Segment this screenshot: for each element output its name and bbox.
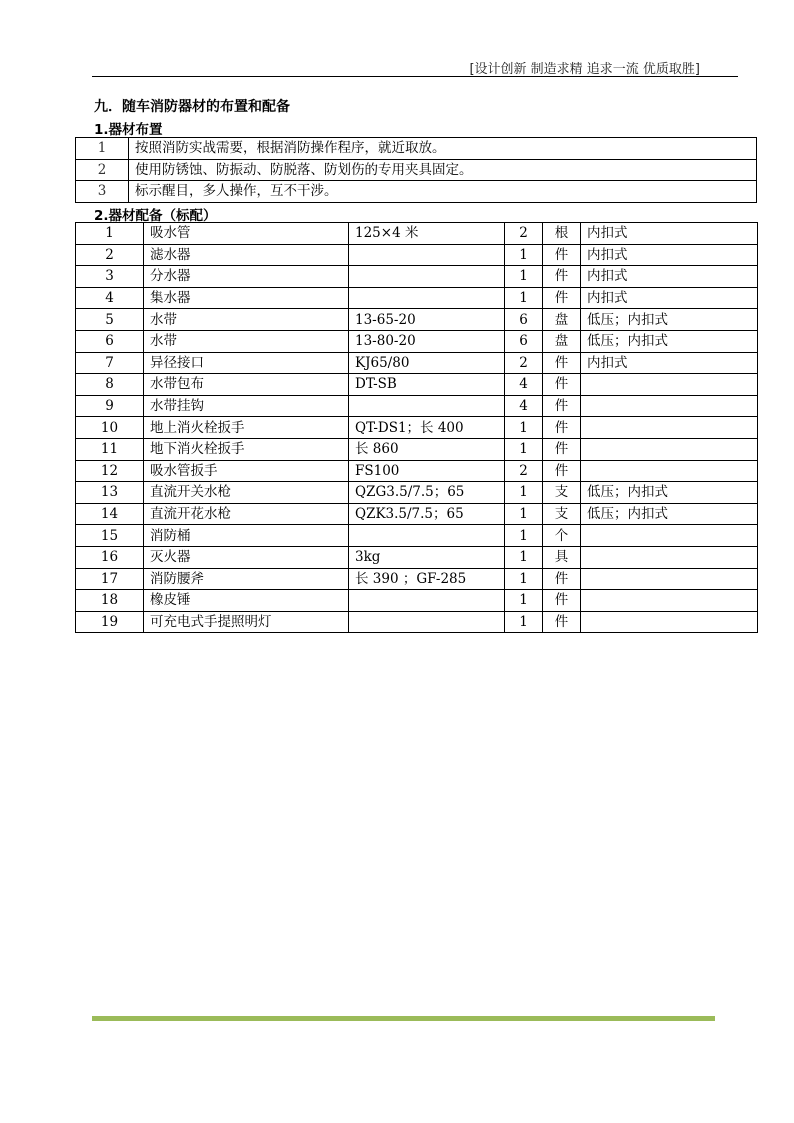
equipment-no: 11	[76, 438, 144, 460]
equipment-unit: 件	[543, 374, 581, 396]
equipment-qty: 4	[505, 395, 543, 417]
equipment-note	[581, 568, 758, 590]
equipment-row	[76, 525, 758, 547]
equipment-qty: 2	[505, 352, 543, 374]
equipment-qty: 1	[505, 417, 543, 439]
equipment-unit: 件	[543, 611, 581, 633]
layout-row-text: 标示醒目，多人操作，互不干涉。	[129, 181, 757, 203]
equipment-no: 6	[76, 330, 144, 352]
layout-row-index: 1	[76, 138, 129, 160]
equipment-spec	[349, 244, 505, 266]
equipment-spec: 125×4 米	[349, 223, 505, 245]
equipment-row	[76, 546, 758, 568]
equipment-spec: DT-SB	[349, 374, 505, 396]
equipment-row	[76, 330, 758, 352]
equipment-row	[76, 438, 758, 460]
equipment-qty: 1	[505, 266, 543, 288]
equipment-qty: 2	[505, 223, 543, 245]
section-title: 九．随车消防器材的布置和配备	[94, 99, 290, 115]
equipment-row	[76, 287, 758, 309]
equipment-spec	[349, 525, 505, 547]
equipment-unit: 根	[543, 223, 581, 245]
equipment-qty: 1	[505, 287, 543, 309]
equipment-no: 8	[76, 374, 144, 396]
header-divider	[92, 76, 738, 77]
equipment-row	[76, 417, 758, 439]
equipment-row	[76, 244, 758, 266]
equipment-qty: 1	[505, 525, 543, 547]
equipment-unit: 盘	[543, 330, 581, 352]
equipment-unit: 件	[543, 568, 581, 590]
equipment-note	[581, 374, 758, 396]
equipment-note: 内扣式	[581, 244, 758, 266]
equipment-name: 可充电式手提照明灯	[144, 611, 349, 633]
equipment-unit: 盘	[543, 309, 581, 331]
equipment-spec: 13-80-20	[349, 330, 505, 352]
equipment-note	[581, 438, 758, 460]
equipment-note: 内扣式	[581, 266, 758, 288]
layout-row-text: 使用防锈蚀、防振动、防脱落、防划伤的专用夹具固定。	[129, 159, 757, 181]
layout-row	[76, 159, 757, 181]
equipment-note: 内扣式	[581, 287, 758, 309]
equipment-name: 水带	[144, 330, 349, 352]
equipment-spec	[349, 590, 505, 612]
layout-row-index: 3	[76, 181, 129, 203]
equipment-no: 15	[76, 525, 144, 547]
equipment-spec: 长 860	[349, 438, 505, 460]
equipment-note	[581, 546, 758, 568]
equipment-row	[76, 460, 758, 482]
equipment-name: 水带挂钩	[144, 395, 349, 417]
equipment-name: 吸水管	[144, 223, 349, 245]
equipment-spec: 3kg	[349, 546, 505, 568]
layout-table	[75, 137, 757, 203]
header-slogan: [设计创新 制造求精 追求一流 优质取胜]	[469, 62, 700, 77]
equipment-no: 16	[76, 546, 144, 568]
equipment-name: 集水器	[144, 287, 349, 309]
equipment-spec: FS100	[349, 460, 505, 482]
footer-bar	[92, 1016, 715, 1021]
equipment-name: 水带包布	[144, 374, 349, 396]
equipment-no: 19	[76, 611, 144, 633]
equipment-row	[76, 611, 758, 633]
equipment-spec	[349, 266, 505, 288]
equipment-unit: 件	[543, 352, 581, 374]
equipment-qty: 2	[505, 460, 543, 482]
equipment-unit: 件	[543, 438, 581, 460]
equipment-unit: 件	[543, 590, 581, 612]
equipment-table	[75, 222, 758, 633]
equipment-unit: 支	[543, 503, 581, 525]
equipment-no: 9	[76, 395, 144, 417]
equipment-name: 消防桶	[144, 525, 349, 547]
equipment-spec: 13-65-20	[349, 309, 505, 331]
equipment-unit: 个	[543, 525, 581, 547]
equipment-no: 17	[76, 568, 144, 590]
equipment-qty: 1	[505, 590, 543, 612]
equipment-spec: KJ65/80	[349, 352, 505, 374]
equipment-no: 2	[76, 244, 144, 266]
layout-subtitle: 1.器材布置	[94, 122, 163, 138]
equipment-name: 吸水管扳手	[144, 460, 349, 482]
equipment-note: 内扣式	[581, 352, 758, 374]
equipment-no: 4	[76, 287, 144, 309]
equipment-row	[76, 568, 758, 590]
equipment-name: 橡皮锤	[144, 590, 349, 612]
equipment-row	[76, 590, 758, 612]
equipment-unit: 件	[543, 266, 581, 288]
equipment-qty: 1	[505, 568, 543, 590]
equipment-name: 直流开关水枪	[144, 482, 349, 504]
equipment-name: 滤水器	[144, 244, 349, 266]
equipment-no: 18	[76, 590, 144, 612]
equipment-unit: 件	[543, 460, 581, 482]
equipment-no: 7	[76, 352, 144, 374]
equipment-name: 消防腰斧	[144, 568, 349, 590]
equipment-note	[581, 460, 758, 482]
equipment-qty: 4	[505, 374, 543, 396]
equipment-name: 地下消火栓扳手	[144, 438, 349, 460]
equipment-note	[581, 395, 758, 417]
layout-row-text: 按照消防实战需要，根据消防操作程序，就近取放。	[129, 138, 757, 160]
equipment-row	[76, 503, 758, 525]
equipment-qty: 1	[505, 546, 543, 568]
equipment-spec	[349, 287, 505, 309]
equipment-subtitle: 2.器材配备（标配）	[94, 208, 217, 224]
equipment-row	[76, 482, 758, 504]
equipment-unit: 支	[543, 482, 581, 504]
equipment-qty: 1	[505, 482, 543, 504]
equipment-name: 灭火器	[144, 546, 349, 568]
equipment-row	[76, 395, 758, 417]
equipment-note: 低压；内扣式	[581, 503, 758, 525]
equipment-no: 14	[76, 503, 144, 525]
equipment-spec: QT-DS1；长 400	[349, 417, 505, 439]
equipment-qty: 1	[505, 611, 543, 633]
equipment-note	[581, 417, 758, 439]
layout-row-index: 2	[76, 159, 129, 181]
equipment-no: 3	[76, 266, 144, 288]
equipment-no: 10	[76, 417, 144, 439]
equipment-note: 低压；内扣式	[581, 309, 758, 331]
equipment-name: 异径接口	[144, 352, 349, 374]
equipment-spec	[349, 611, 505, 633]
equipment-qty: 1	[505, 244, 543, 266]
equipment-row	[76, 374, 758, 396]
equipment-no: 1	[76, 223, 144, 245]
equipment-unit: 件	[543, 287, 581, 309]
equipment-spec: QZG3.5/7.5；65	[349, 482, 505, 504]
equipment-note	[581, 525, 758, 547]
layout-row	[76, 181, 757, 203]
equipment-unit: 件	[543, 244, 581, 266]
equipment-row	[76, 223, 758, 245]
equipment-qty: 6	[505, 330, 543, 352]
equipment-no: 5	[76, 309, 144, 331]
equipment-unit: 件	[543, 395, 581, 417]
equipment-row	[76, 266, 758, 288]
equipment-name: 水带	[144, 309, 349, 331]
equipment-note: 内扣式	[581, 223, 758, 245]
equipment-spec	[349, 395, 505, 417]
equipment-name: 直流开花水枪	[144, 503, 349, 525]
equipment-name: 地上消火栓扳手	[144, 417, 349, 439]
equipment-row	[76, 352, 758, 374]
equipment-spec: 长 390 ；GF-285	[349, 568, 505, 590]
equipment-unit: 件	[543, 417, 581, 439]
equipment-note: 低压；内扣式	[581, 482, 758, 504]
equipment-no: 12	[76, 460, 144, 482]
equipment-no: 13	[76, 482, 144, 504]
equipment-qty: 1	[505, 438, 543, 460]
equipment-note	[581, 590, 758, 612]
equipment-unit: 具	[543, 546, 581, 568]
equipment-name: 分水器	[144, 266, 349, 288]
layout-row	[76, 138, 757, 160]
equipment-note: 低压；内扣式	[581, 330, 758, 352]
equipment-note	[581, 611, 758, 633]
equipment-qty: 1	[505, 503, 543, 525]
equipment-qty: 6	[505, 309, 543, 331]
equipment-spec: QZK3.5/7.5；65	[349, 503, 505, 525]
equipment-row	[76, 309, 758, 331]
